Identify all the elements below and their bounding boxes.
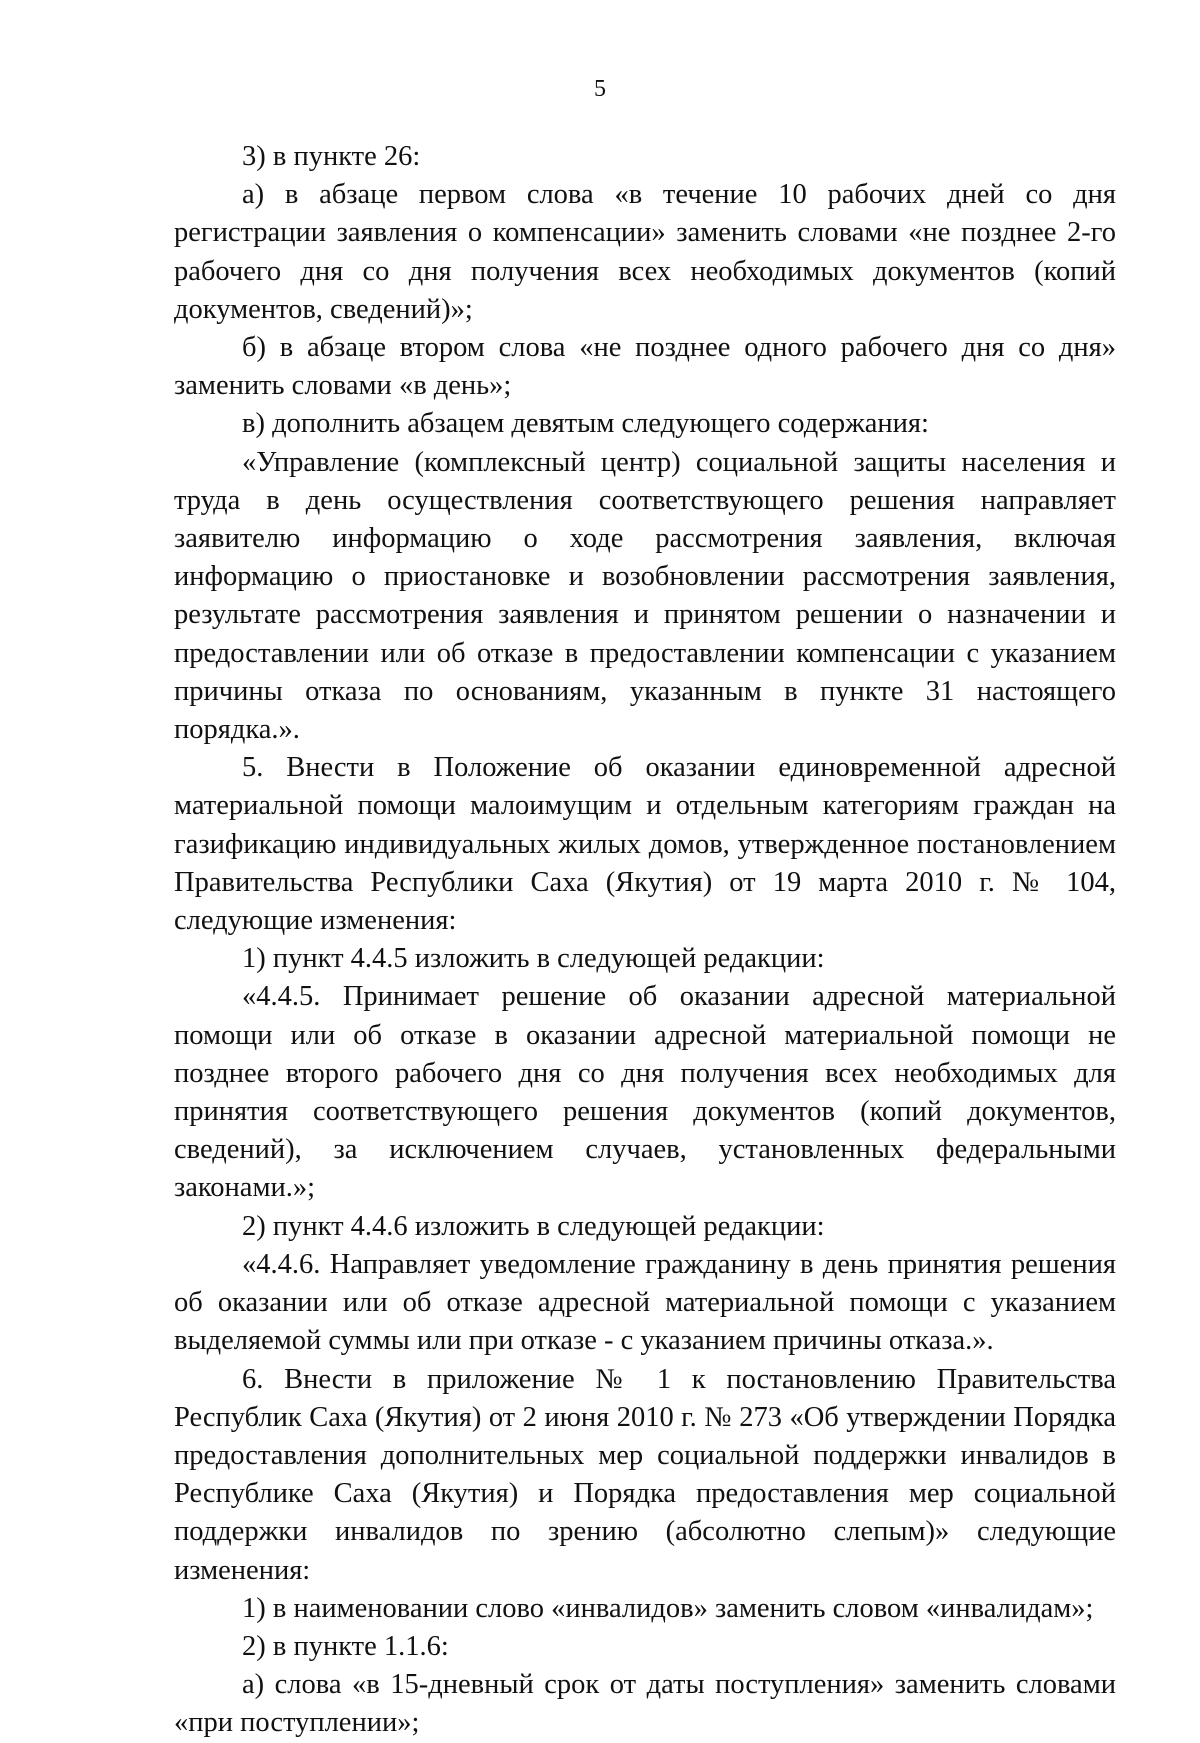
- paragraph: 1) пункт 4.4.5 изложить в следующей редакции:: [242, 943, 825, 975]
- paragraph: 2) в пункте 1.1.6:: [242, 1630, 449, 1662]
- document-body: [174, 138, 1116, 1743]
- paragraph: 2) пункт 4.4.6 изложить в следующей редакции:: [242, 1210, 825, 1242]
- paragraph: «4.4.5. Принимает решение об оказании адресной материальной помощи или об отказе в оказании адресной материальной помощи не позднее второго рабочего дня со дня получения всех необходимых для принятия соответствующего решения документов (копий документов, сведений), за исключением случаев, установленных федеральными законами.»;: [174, 981, 1116, 1204]
- paragraph: а) в абзаце первом слова «в течение 10 рабочих дней со дня регистрации заявления о компенсации» заменить словами «не позднее 2-го рабочего дня со дня получения всех необходимых документов (копий документов, сведений)»;: [174, 179, 1116, 325]
- paragraph: 6. Внести в приложение № 1 к постановлению Правительства Республик Саха (Якутия) от 2 июня 2010 г. № 273 «Об утверждении Порядка предоставления дополнительных мер социальной поддержки инвалидов в Республике Саха (Якутия) и Порядка предоставления мер социальной поддержки инвалидов по зрению (абсолютно слепым)» следующие изменения:: [174, 1363, 1116, 1586]
- paragraph: «Управление (комплексный центр) социальной защиты населения и труда в день осуществления соответствующего решения направляет заявителю информацию о ходе рассмотрения заявления, включая информацию о приостановке и возобновлении рассмотрения заявления, результате рассмотрения заявления и принятом решении о назначении и предоставлении или об отказе в предоставлении компенсации с указанием причины отказа по основаниям, указанным в пункте 31 настоящего порядка.».: [174, 446, 1116, 746]
- paragraph: в) дополнить абзацем девятым следующего содержания:: [242, 408, 929, 440]
- paragraph: 5. Внести в Положение об оказании единовременной адресной материальной помощи малоимущим и отдельным категориям граждан на газификацию индивидуальных жилых домов, утвержденное постановлением Правительства Республики Саха (Якутия) от 19 марта 2010 г. № 104, следующие изменения:: [174, 752, 1116, 937]
- paragraph: а) слова «в 15-дневный срок от даты поступления» заменить словами «при поступлении»;: [174, 1669, 1116, 1739]
- paragraph: «4.4.6. Направляет уведомление гражданину в день принятия решения об оказании или об отказе адресной материальной помощи с указанием выделяемой суммы или при отказе - с указанием причины отказа.».: [174, 1248, 1116, 1357]
- paragraph: 1) в наименовании слово «инвалидов» заменить словом «инвалидам»;: [242, 1592, 1094, 1624]
- paragraph: б) в абзаце втором слова «не позднее одного рабочего дня со дня» заменить словами «в день»;: [174, 332, 1116, 402]
- page-number: 5: [594, 76, 606, 102]
- paragraph: 3) в пункте 26:: [242, 141, 421, 172]
